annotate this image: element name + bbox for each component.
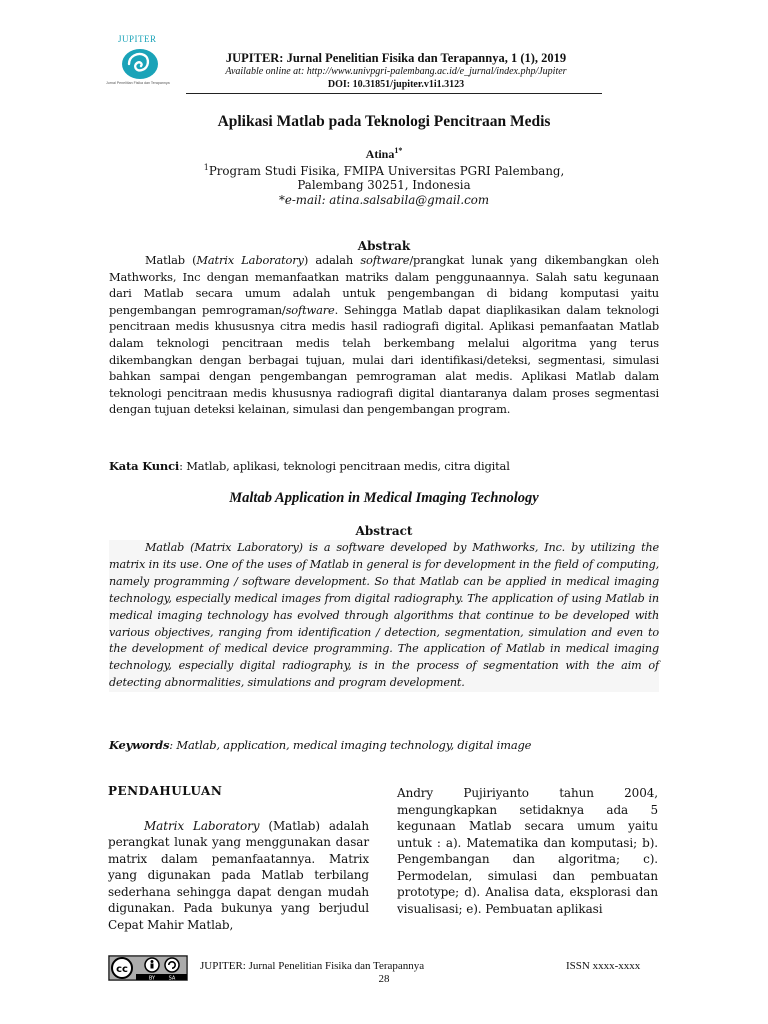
doi[interactable]: DOI: 10.31851/jupiter.v1i1.3123 — [327, 79, 465, 90]
footer-issn: ISSN xxxx-xxxx — [566, 960, 641, 972]
license-by-label: BY — [148, 975, 156, 981]
planet-logo-icon — [120, 46, 160, 80]
keywords-text: : Matlab, application, medical imaging technology, digital image — [169, 738, 532, 752]
kata-kunci-label: Kata Kunci — [109, 459, 180, 473]
paper-title: Aplikasi Matlab pada Teknologi Pencitraan Medis — [217, 113, 551, 130]
journal-citation: JUPITER: Jurnal Penelitian Fisika dan Terapannya, 1 (1), 2019 — [225, 51, 567, 65]
left-column-text — [108, 818, 369, 934]
abstrak-text: . Sehingga Matlab dapat diaplikasikan dalam teknologi pencitraan medis khususnya citra medis hasil radiografi digital. Aplikasi pemanfaatan Matlab dalam teknologi pencitraan medis telah berkembang melalui algoritma yang terus dikembangkan dengan berbagai tujuan, mulai dari identifikasi/deteksi, segmentasi, simulasi bahkan sampai dengan pengembangan pemrograman alat medis. Aplikasi Matlab dalam teknologi pencitraan medis khususnya radiografi digital diantaranya dalam proses segmentasi dengan tujuan deteksi kelainan, simulasi dan pengembangan program. — [109, 302, 660, 417]
author-name: Atina — [365, 147, 395, 161]
affiliation-text: Program Studi Fisika, FMIPA Universitas PGRI Palembang, — [208, 163, 565, 178]
abstrak-italic: software — [360, 253, 410, 267]
header-rule — [186, 93, 602, 94]
logo-title: JUPITER — [118, 34, 157, 44]
left-column — [108, 783, 369, 933]
kata-kunci-text: : Matlab, aplikasi, teknologi pencitraan medis, citra digital — [179, 459, 510, 473]
cc-by-sa-license-icon — [108, 955, 188, 981]
abstract-body: Matlab (Matrix Laboratory) is a software developed by Mathworks, Inc. by utilizing the matrix in its use. One of the uses of Matlab in general is for development in the field of computing, namely programming / software development. So that Matlab can be applied in medical imaging technology, especially medical images from digital radiography. The application of using Matlab in medical imaging technology has evolved through algorithms that continue to be developed with various objectives, ranging from identification / detection, segmentation, simulation and even to the development of medical device programming. The application of Matlab in medical imaging technology, especially digital radiography, is in the process of segmentation with the aim of detecting abnormalities, simulations and program development. — [109, 540, 659, 692]
affiliation-line1 — [60, 163, 708, 178]
section-heading-pendahuluan: PENDAHULUAN — [108, 784, 223, 798]
abstrak-text: ) adalah — [303, 253, 361, 267]
abstrak-heading: Abstrak — [357, 239, 411, 253]
svg-text:cc: cc — [116, 964, 128, 975]
abstract-heading: Abstract — [355, 524, 413, 538]
footer-journal: JUPITER: Jurnal Penelitian Fisika dan Terapannya — [200, 960, 425, 972]
left-body: (Matlab) adalah perangkat lunak yang menggunakan dasar matrix dalam pemanfaatannya. Matrix yang digunakan pada Matlab terbilang sederhana sehingga dapat dengan mudah digunakan. Pada bukunya yang berjudul Cepat Mahir Matlab, — [108, 818, 369, 932]
abstrak-italic: software — [285, 302, 335, 317]
abstrak-text: /prangkat lunak yang dikembangkan oleh Mathworks, Inc dengan memanfaatkan matriks dalam penggunaannya. Salah satu kegunaan dari Matlab secara umum adalah untuk pengembangan di bidang komputasi yaitu pengembangan pemrograman/ — [109, 253, 660, 317]
author-mark: 1* — [394, 146, 403, 155]
abstrak-italic: Matrix Laboratory — [196, 253, 304, 267]
abstrak-text: Matlab ( — [145, 253, 197, 267]
author — [60, 146, 708, 162]
affiliation-line2: Palembang 30251, Indonesia — [297, 178, 471, 192]
left-italic: Matrix Laboratory — [144, 818, 260, 833]
author-email[interactable]: *e-mail: atina.salsabila@gmail.com — [278, 193, 490, 207]
license-sa-label: SA — [168, 975, 176, 981]
english-title: Maltab Application in Medical Imaging Technology — [229, 490, 539, 506]
keywords — [109, 738, 669, 752]
page-number: 28 — [378, 973, 390, 985]
abstrak-body — [109, 252, 659, 418]
kata-kunci — [109, 459, 669, 473]
logo-subtitle: Jurnal Penelitian Fisika dan Terapannya — [106, 81, 170, 85]
keywords-label: Keywords — [109, 738, 170, 752]
journal-logo — [106, 34, 180, 92]
affiliation-sup: 1 — [203, 163, 209, 172]
journal-url[interactable]: Available online at: http://www.univpgri-palembang.ac.id/e_jurnal/index.php/Jupiter — [225, 66, 567, 77]
right-column-text: Andry Pujiriyanto tahun 2004, mengungkapkan setidaknya ada 5 kegunaan Matlab secara umum yaitu untuk : a). Matematika dan komputasi; b). Pengembangan dan algoritma; c). Permodelan, simulasi dan pembuatan prototype; d). Analisa data, eksplorasi dan visualisasi; e). Pembuatan aplikasi — [397, 786, 658, 916]
